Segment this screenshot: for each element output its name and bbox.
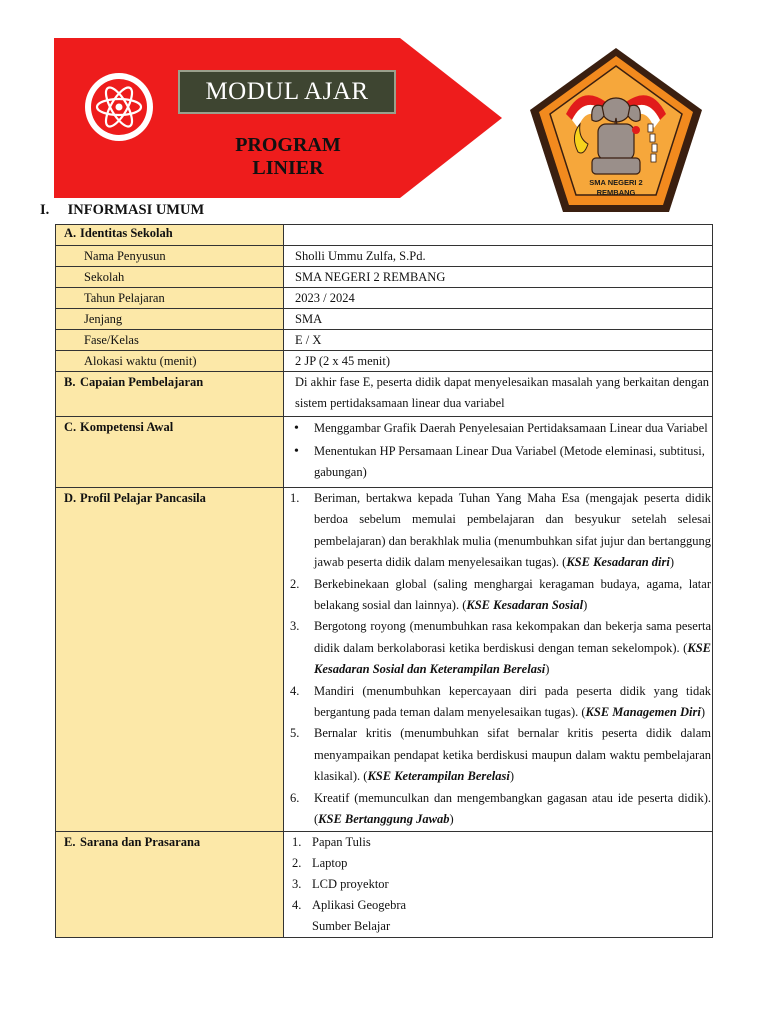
table-row xyxy=(56,288,713,309)
list-item: • Menggambar Grafik Daerah Penyelesaian Pertidaksamaan Linear dua Variabel xyxy=(284,418,712,441)
informasi-umum-table xyxy=(55,224,713,938)
capaian-text: Di akhir fase E, peserta didik dapat menyelesaikan masalah yang berkaitan dengan sistem pertidaksamaan linear dua variabel xyxy=(295,375,709,410)
table-row xyxy=(56,330,713,351)
list-item: 3. Bergotong royong (menumbuhkan rasa kekompakan dan bekerja sama peserta didik dalam berkolaborasi ketika berdiskusi dengan teman sekelompok). (KSE Kesadaran Sosial dan Keterampilan Berelasi) xyxy=(290,619,711,677)
modul-ajar-label: MODUL AJAR xyxy=(178,70,396,114)
row-label: Alokasi waktu (menit) xyxy=(84,354,197,368)
kompetensi-label: Kompetensi Awal xyxy=(80,420,174,434)
kse-label: KSE Kesadaran Sosial dan Keterampilan Berelasi xyxy=(314,640,711,677)
program-title-line1: PROGRAM xyxy=(235,134,341,156)
profil-label: Profil Pelajar Pancasila xyxy=(80,491,206,505)
row-value: Sholli Ummu Zulfa, S.Pd. xyxy=(295,249,426,263)
row-letter: A. xyxy=(64,226,77,240)
kse-label: KSE Kesadaran Sosial xyxy=(466,598,584,613)
row-label: Nama Penyusun xyxy=(84,249,166,263)
row-value: E / X xyxy=(295,333,322,347)
title-banner xyxy=(54,38,502,198)
profil-list xyxy=(284,488,712,831)
program-title-line2: LINIER xyxy=(252,157,324,179)
sarana-list xyxy=(284,832,712,916)
sumber-belajar-label: Sumber Belajar xyxy=(312,918,391,933)
list-item: 1. Papan Tulis xyxy=(292,834,371,849)
list-item: 3. LCD proyektor xyxy=(292,876,389,891)
row-value: 2 JP (2 x 45 menit) xyxy=(295,354,391,368)
row-letter: E. xyxy=(64,834,76,849)
table-row-profil xyxy=(56,488,713,832)
kse-label: KSE Kesadaran diri xyxy=(566,555,670,570)
row-value: SMA NEGERI 2 REMBANG xyxy=(295,270,446,284)
kse-label: KSE Bertanggung Jawab xyxy=(318,812,450,827)
kompetensi-list xyxy=(284,417,712,487)
table-row xyxy=(56,246,713,267)
row-letter: D. xyxy=(64,491,77,505)
kse-label: KSE Managemen Diri xyxy=(585,705,701,720)
row-value: SMA xyxy=(295,312,323,326)
program-title xyxy=(210,134,366,180)
row-value: 2023 / 2024 xyxy=(295,291,355,305)
table-row xyxy=(56,351,713,372)
row-letter: C. xyxy=(64,420,77,434)
sarana-label: Sarana dan Prasarana xyxy=(80,834,201,849)
kse-label: KSE Keterampilan Berelasi xyxy=(367,769,510,784)
identitas-label-cell xyxy=(56,225,284,246)
list-item: 4. Aplikasi Geogebra xyxy=(292,897,407,912)
row-label: Jenjang xyxy=(84,312,123,326)
row-label: Fase/Kelas xyxy=(84,333,139,347)
table-row-capaian xyxy=(56,372,713,417)
list-item: 6. Kreatif (memunculkan dan mengembangkan gagasan atau ide peserta didik). (KSE Bertanggung Jawab) xyxy=(290,790,711,827)
list-item: 5. Bernalar kritis (menumbuhkan sifat bernalar kritis peserta didik dalam menyampaikan pendapat ketika berdiskusi maupun dalam waktu pembelajaran klasikal). (KSE Keterampilan Berelasi) xyxy=(290,726,711,784)
section-heading xyxy=(40,202,204,219)
list-item: 4. Mandiri (menumbuhkan kepercayaan diri pada peserta didik yang tidak bergantung pada teman dalam menyelesaikan tugas). (KSE Managemen Diri) xyxy=(290,683,711,720)
list-item: 1. Beriman, bertakwa kepada Tuhan Yang Maha Esa (mengajak peserta didik berdoa sebelum memulai pembelajaran dan besyukur setelah selesai pembelajaran) dan berakhlak mulia (menumbuhkan sifat jujur dan bertanggung jawab peserta didik dalam menyelesaikan tugas). (KSE Kesadaran diri) xyxy=(290,491,711,570)
list-item: • Menentukan HP Persamaan Linear Dua Variabel (Metode eleminasi, subtitusi, gabungan) xyxy=(284,441,712,485)
row-label: Sekolah xyxy=(84,270,125,284)
table-row xyxy=(56,267,713,288)
table-row-kompetensi xyxy=(56,417,713,488)
row-letter: B. xyxy=(64,375,76,389)
identitas-label: Identitas Sekolah xyxy=(80,226,173,240)
section-title: INFORMASI UMUM xyxy=(67,202,205,218)
school-logo-text-line1: SMA NEGERI 2 xyxy=(589,178,643,187)
atom-logo-icon xyxy=(82,70,156,144)
table-row xyxy=(56,309,713,330)
table-row-sarana xyxy=(56,831,713,937)
list-item: 2. Berkebinekaan global (saling menghargai keragaman budaya, agama, latar belakang sosial dan lainnya). (KSE Kesadaran Sosial) xyxy=(290,576,711,613)
list-item: 2. Laptop xyxy=(292,855,348,870)
school-logo xyxy=(526,44,706,216)
table-row-identitas-header xyxy=(56,225,713,246)
capaian-label: Capaian Pembelajaran xyxy=(80,375,204,389)
row-label: Tahun Pelajaran xyxy=(84,291,165,305)
section-number: I. xyxy=(40,202,50,218)
identitas-value-cell xyxy=(284,225,713,246)
school-logo-text-line2: REMBANG xyxy=(596,188,636,197)
